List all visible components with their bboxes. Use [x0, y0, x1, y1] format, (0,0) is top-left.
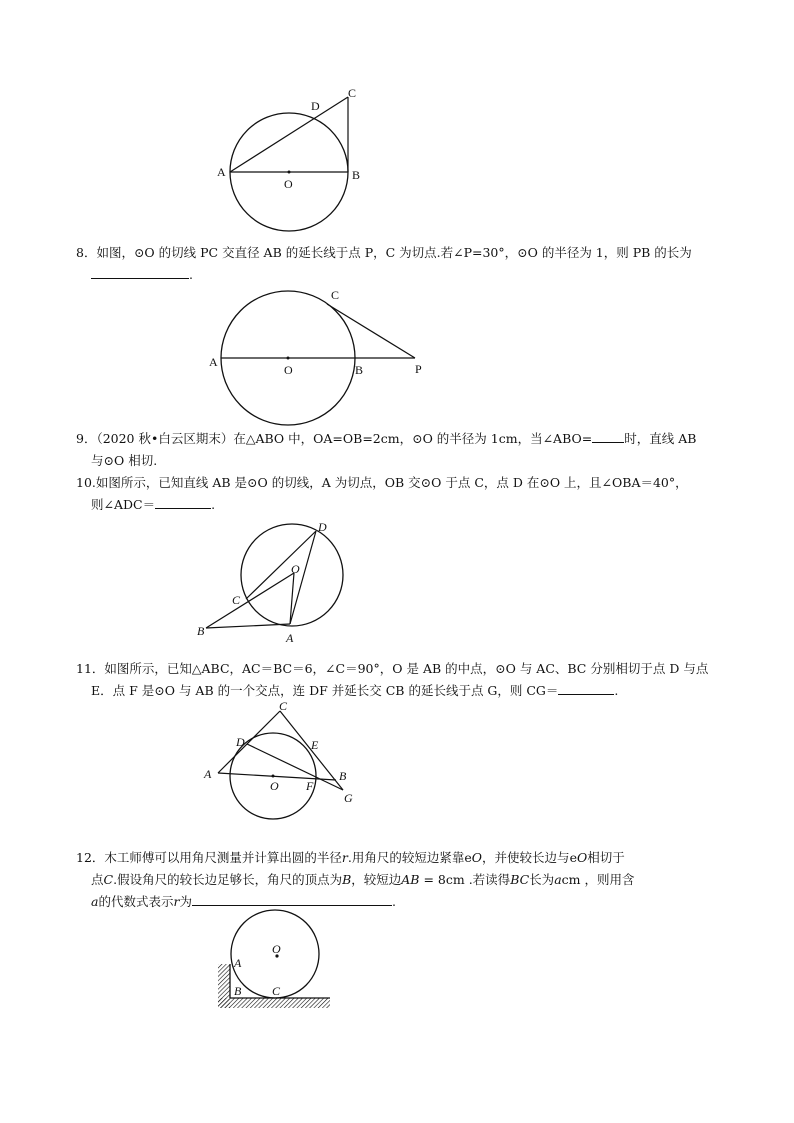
q8-text: 如图，⊙O 的切线 PC 交直径 AB 的延长线于点 P，C 为切点.若∠P=30°，⊙O 的半径为 1，则 PB 的长为 [96, 245, 692, 260]
segment-ac [230, 97, 348, 172]
label-c: C [348, 86, 357, 100]
figure-q11 [200, 698, 370, 828]
label-a: A [286, 631, 294, 645]
q10-text-a: 如图所示，已知直线 AB 是⊙O 的切线，A 为切点，OB 交⊙O 于点 C，点 D 在⊙O 上，且∠OBA＝40°， [95, 475, 688, 490]
q12-var-c: C [103, 872, 114, 887]
figure-q7 [210, 80, 370, 240]
label-d: D [236, 735, 245, 749]
q12-answer-blank[interactable] [192, 891, 392, 906]
label-g: G [344, 791, 353, 805]
q9-text-a: （2020 秋•白云区期末）在△ABO 中，OA=OB=2cm，⊙O 的半径为 1cm，当∠ABO= [96, 431, 593, 446]
figure-q8 [205, 283, 435, 433]
q12-var-a-2: a [91, 894, 99, 909]
q12-var-bc: BC [510, 872, 530, 887]
label-f: F [306, 779, 314, 793]
q12-circle-symbol-2: e [569, 850, 577, 865]
q11-number: 11． [76, 661, 105, 676]
label-o: O [284, 177, 293, 191]
side-ac [218, 711, 280, 773]
q11-period: . [614, 683, 619, 698]
label-a: A [204, 767, 212, 781]
label-b: B [234, 984, 242, 998]
q12-circle-symbol: e [464, 850, 472, 865]
question-11 [76, 658, 726, 702]
label-e: E [311, 738, 319, 752]
q11-answer-blank[interactable] [558, 680, 614, 695]
question-12 [76, 847, 726, 913]
label-c: C [272, 984, 281, 998]
q12-t8: = 8cm .若读得 [419, 872, 511, 887]
q12-t10: cm ，则用含 [561, 872, 635, 887]
q12-t1: 木工师傅可以用角尺测量并计算出圆的半径 [104, 850, 342, 865]
q9-text-b: 时，直线 AB [624, 431, 697, 446]
q12-number: 12． [76, 850, 105, 865]
q12-period: . [391, 894, 396, 909]
label-b: B [339, 769, 347, 783]
segment-cd [246, 531, 316, 599]
q11-text-a: 如图所示，已知△ABC，AC＝BC＝6，∠C＝90°，O 是 AB 的中点，⊙O 与 AC、BC 分别相切于点 D 与点 [104, 661, 709, 676]
label-o: O [270, 779, 279, 793]
q12-t7: ，较短边 [351, 872, 402, 887]
q12-var-r-2: r [173, 894, 180, 909]
label-a: A [234, 956, 242, 970]
tangent-ab [206, 624, 290, 628]
label-b: B [197, 624, 205, 638]
label-p: P [415, 362, 422, 376]
q9-number: 9． [76, 431, 97, 446]
q12-t11: 的代数式表示 [98, 894, 174, 909]
label-a: A [217, 165, 226, 179]
square-horizontal-hatch [218, 998, 330, 1008]
q12-var-o: O [471, 850, 483, 865]
label-c: C [232, 593, 241, 607]
q12-t9: 长为 [529, 872, 555, 887]
center-dot [272, 775, 275, 778]
label-c: C [331, 288, 340, 302]
q12-t12: 为 [179, 894, 192, 909]
label-a: A [209, 355, 218, 369]
q12-var-o-2: O [576, 850, 588, 865]
center-dot [288, 171, 291, 174]
tangent-cp [327, 304, 415, 358]
label-o: O [272, 942, 281, 956]
q8-period: . [189, 267, 193, 282]
q10-text-b: 则∠ADC＝ [91, 497, 156, 512]
q9-answer-blank[interactable] [592, 428, 624, 443]
q12-var-ab: AB [401, 872, 420, 887]
question-10 [76, 472, 726, 516]
q12-t4: 相切于 [587, 850, 625, 865]
q12-t6: .假设角尺的较长边足够长，角尺的顶点为 [113, 872, 343, 887]
question-8 [76, 242, 726, 286]
segment-bo [206, 573, 294, 628]
q8-number: 8． [76, 245, 97, 260]
q10-answer-blank[interactable] [155, 494, 211, 509]
label-o: O [284, 363, 293, 377]
figure-q10 [190, 520, 350, 645]
q12-var-a: a [554, 872, 562, 887]
q11-text-b: E．点 F 是⊙O 与 AB 的一个交点，连 DF 并延长交 CB 的延长线于点 G，则 CG＝ [91, 683, 559, 698]
q9-text-c: 与⊙O 相切. [91, 453, 158, 468]
q12-t2: .用角尺的较短边紧靠 [347, 850, 465, 865]
label-c: C [279, 699, 288, 713]
question-9 [76, 428, 726, 472]
label-b: B [352, 168, 361, 182]
q10-number: 10. [76, 475, 96, 490]
label-d: D [318, 520, 327, 534]
q8-answer-blank[interactable] [91, 264, 189, 279]
label-o: O [291, 562, 300, 576]
figure-q12 [210, 912, 340, 1012]
q12-t5: 点 [91, 872, 104, 887]
q12-t3: ，并使较长边与 [482, 850, 570, 865]
q10-period: . [211, 497, 216, 512]
label-d: D [311, 99, 320, 113]
q12-var-b: B [342, 872, 352, 887]
line-dg [247, 744, 343, 790]
q12-var-r: r [341, 850, 348, 865]
label-b: B [355, 363, 364, 377]
center-dot [287, 357, 290, 360]
